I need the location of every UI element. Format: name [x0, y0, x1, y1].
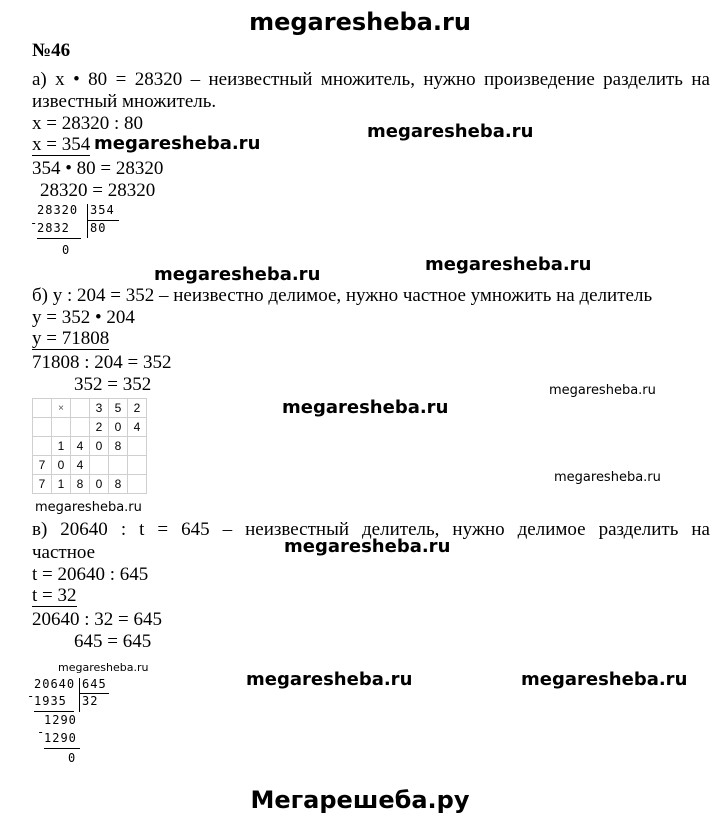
- division-underline: [37, 238, 81, 239]
- part-b-line1: б) у : 204 = 352 – неизвестно делимое, нужно частное умножить на делитель: [32, 285, 653, 306]
- part-a-check2: 28320 = 28320: [40, 180, 156, 201]
- watermark: megaresheba.ru: [154, 264, 321, 285]
- division-bracket-line: [87, 220, 119, 221]
- part-c-check2: 645 = 645: [74, 631, 152, 652]
- division-dividend: 20640: [34, 677, 76, 691]
- grid-cell: [52, 418, 71, 437]
- grid-cell: 0: [109, 418, 128, 437]
- division-quotient: 32: [82, 694, 99, 708]
- grid-cell: [90, 456, 109, 475]
- grid-cell: [71, 399, 90, 418]
- minus-sign: -: [37, 725, 46, 739]
- part-a-line2: известный множитель.: [32, 91, 217, 112]
- watermark: megaresheba.ru: [246, 669, 413, 690]
- part-b-check1: 71808 : 204 = 352: [32, 352, 172, 373]
- division-underline-1: [34, 711, 74, 712]
- grid-cell: 1: [52, 475, 71, 494]
- part-a-line1: а) х • 80 = 28320 – неизвестный множитель, нужно произведение разделить на: [32, 69, 710, 90]
- minus-sign: -: [30, 216, 39, 230]
- division-subtrahend-2: 1290: [44, 731, 77, 745]
- division-bracket-line: [79, 693, 109, 694]
- grid-cell: [33, 418, 52, 437]
- part-c-answer: t = 32: [32, 585, 77, 606]
- division-bracket: [87, 204, 88, 238]
- division-dividend: 28320: [37, 203, 79, 217]
- minus-sign: -: [27, 689, 36, 703]
- grid-cell: 7: [33, 475, 52, 494]
- watermark: megaresheba.ru: [284, 536, 451, 557]
- grid-cell: 5: [109, 399, 128, 418]
- part-a-check1: 354 • 80 = 28320: [32, 158, 164, 179]
- grid-cell: 2: [90, 418, 109, 437]
- grid-cell: [33, 437, 52, 456]
- site-header: megaresheba.ru: [249, 8, 471, 36]
- grid-cell: [71, 418, 90, 437]
- part-b-answer: у = 71808: [32, 328, 110, 349]
- watermark: megaresheba.ru: [58, 661, 149, 674]
- part-b-check2: 352 = 352: [74, 374, 152, 395]
- grid-cell: 2: [128, 399, 147, 418]
- grid-cell: [109, 456, 128, 475]
- part-c-line1: в) 20640 : t = 645 – неизвестный делитель, нужно делимое разделить на: [32, 519, 710, 540]
- grid-cell: 8: [71, 475, 90, 494]
- part-c-equation: t = 20640 : 645: [32, 564, 149, 585]
- task-number: №46: [32, 40, 71, 61]
- grid-cell: [128, 456, 147, 475]
- grid-cell: ×: [52, 399, 71, 418]
- site-footer: Мегарешеба.ру: [250, 786, 470, 814]
- grid-cell: 8: [109, 475, 128, 494]
- division-subtrahend-1: 1935: [34, 694, 67, 708]
- division-remainder: 0: [68, 751, 77, 765]
- division-subtrahend: 2832: [37, 221, 70, 235]
- grid-cell: 3: [90, 399, 109, 418]
- grid-cell: 4: [128, 418, 147, 437]
- watermark: megaresheba.ru: [554, 470, 661, 485]
- grid-cell: 4: [71, 437, 90, 456]
- grid-cell: [128, 475, 147, 494]
- grid-cell: [128, 437, 147, 456]
- watermark: megaresheba.ru: [549, 383, 656, 398]
- grid-cell: 0: [90, 475, 109, 494]
- part-a-answer: х = 354: [32, 134, 91, 155]
- division-divisor: 645: [82, 677, 107, 691]
- part-c-line2: частное: [32, 542, 96, 563]
- division-divisor: 354: [90, 203, 115, 217]
- division-remainder: 0: [62, 243, 71, 257]
- watermark: megaresheba.ru: [94, 133, 261, 154]
- watermark: megaresheba.ru: [425, 254, 592, 275]
- division-remainder-1: 1290: [44, 713, 77, 727]
- division-bracket: [79, 678, 80, 712]
- part-b-equation: у = 352 • 204: [32, 307, 135, 328]
- watermark: megaresheba.ru: [35, 500, 142, 515]
- part-c-check1: 20640 : 32 = 645: [32, 609, 162, 630]
- division-underline-2: [44, 748, 80, 749]
- watermark: megaresheba.ru: [521, 669, 688, 690]
- grid-cell: 1: [52, 437, 71, 456]
- grid-cell: 0: [90, 437, 109, 456]
- grid-cell: [33, 399, 52, 418]
- watermark: megaresheba.ru: [367, 121, 534, 142]
- multiplication-grid: [32, 398, 147, 494]
- watermark: megaresheba.ru: [282, 397, 449, 418]
- grid-cell: 4: [71, 456, 90, 475]
- grid-cell: 0: [52, 456, 71, 475]
- division-quotient: 80: [90, 221, 107, 235]
- part-a-equation: х = 28320 : 80: [32, 113, 143, 134]
- grid-cell: 7: [33, 456, 52, 475]
- grid-cell: 8: [109, 437, 128, 456]
